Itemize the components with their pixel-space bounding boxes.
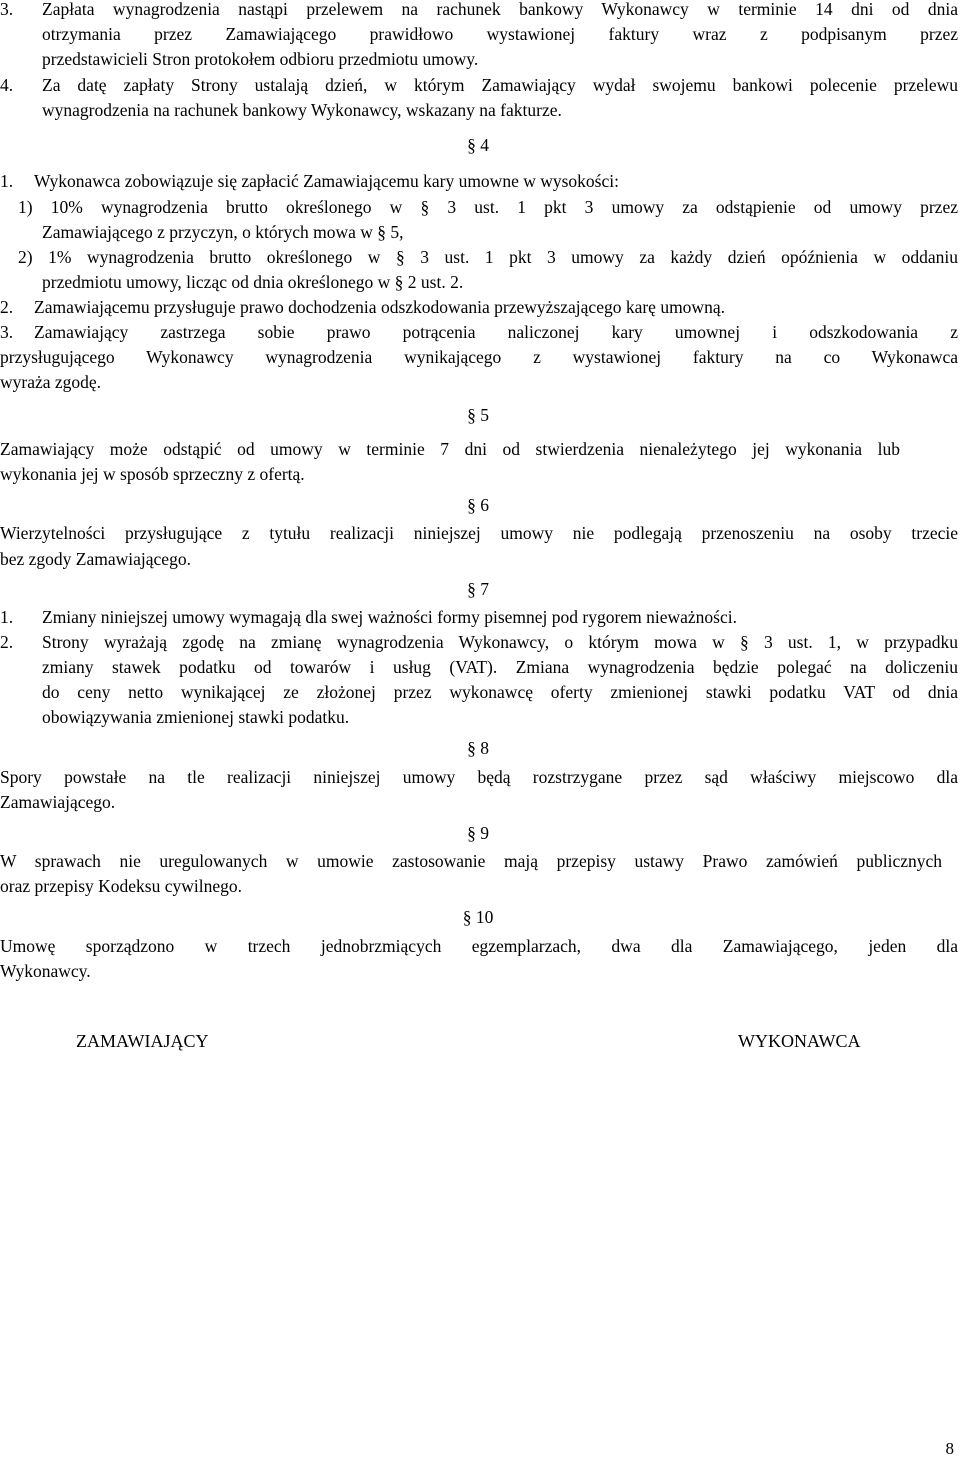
- paragraph-line: Zamawiający zastrzega sobie prawo potrącenia naliczonej kary umownej i odszkodowania z: [34, 322, 958, 342]
- paragraph-line: bez zgody Zamawiającego.: [0, 549, 191, 569]
- paragraph-line: przedstawicieli Stron protokołem odbioru przedmiotu umowy.: [42, 49, 479, 69]
- paragraph-line: Zamawiającemu przysługuje prawo dochodzenia odszkodowania przewyższającego karę umowną.: [34, 297, 725, 317]
- paragraph-line: Spory powstałe na tle realizacji niniejszej umowy będą rozstrzygane przez sąd właściwy miejscowo dla: [0, 767, 958, 787]
- section-heading: § 6: [467, 495, 489, 515]
- paragraph-line: otrzymania przez Zamawiającego prawidłowo wystawionej faktury wraz z podpisanym przez: [42, 24, 958, 44]
- paragraph-line: Wierzytelności przysługujące z tytułu realizacji niniejszej umowy nie podlegają przenoszeniu na osoby trzecie: [0, 523, 958, 543]
- paragraph-line: przysługującego Wykonawcy wynagrodzenia wynikającego z wystawionej faktury na co Wykonawca: [0, 347, 958, 367]
- item-number: 3.: [0, 322, 14, 342]
- section-heading: § 9: [467, 823, 489, 843]
- paragraph-line: wyraża zgodę.: [0, 372, 102, 392]
- paragraph-line: Za datę zapłaty Strony ustalają dzień, w którym Zamawiający wydał swojemu bankowi polecenie przelewu: [42, 75, 958, 95]
- paragraph-line: Wykonawca zobowiązuje się zapłacić Zamawiającemu kary umowne w wysokości:: [34, 171, 619, 191]
- page-number: 8: [945, 1439, 954, 1458]
- section-heading: § 10: [462, 907, 494, 927]
- item-number: 2.: [0, 632, 14, 652]
- paragraph-line: oraz przepisy Kodeksu cywilnego.: [0, 876, 243, 896]
- paragraph-line: do ceny netto wynikającej ze złożonej przez wykonawcę oferty zmienionej stawki podatku VAT od dnia: [42, 682, 958, 702]
- paragraph-line: Zmiany niniejszej umowy wymagają dla swej ważności formy pisemnej pod rygorem nieważności.: [42, 607, 737, 627]
- paragraph-line: wynagrodzenia na rachunek bankowy Wykonawcy, wskazany na fakturze.: [42, 100, 562, 120]
- penalty-item-line: Zamawiającego z przyczyn, o których mowa w § 5,: [42, 222, 404, 242]
- item-number: 2.: [0, 297, 14, 317]
- signature-label-client: ZAMAWIAJĄCY: [76, 1031, 209, 1051]
- paragraph-line: Zamawiający może odstąpić od umowy w terminie 7 dni od stwierdzenia nienależytego jej wykonania lub: [0, 439, 900, 459]
- paragraph-line: wykonania jej w sposób sprzeczny z ofertą.: [0, 464, 305, 484]
- item-number: 4.: [0, 75, 14, 95]
- paragraph-line: Strony wyrażają zgodę na zmianę wynagrodzenia Wykonawcy, o którym mowa w § 3 ust. 1, w przypadku: [42, 632, 958, 652]
- signature-label-contractor: WYKONAWCA: [738, 1031, 861, 1051]
- paragraph-line: Zapłata wynagrodzenia nastąpi przelewem na rachunek bankowy Wykonawcy w terminie 14 dni od dnia: [42, 0, 958, 19]
- penalty-item-line: przedmiotu umowy, licząc od dnia określonego w § 2 ust. 2.: [42, 272, 464, 292]
- section-heading: § 7: [467, 579, 489, 599]
- paragraph-line: Zamawiającego.: [0, 792, 116, 812]
- item-number: 1.: [0, 171, 14, 191]
- section-heading: § 4: [467, 135, 489, 155]
- penalty-item-line: 1) 10% wynagrodzenia brutto określonego w § 3 ust. 1 pkt 3 umowy za odstąpienie od umowy przez: [18, 197, 958, 217]
- section-heading: § 8: [467, 738, 489, 758]
- penalty-item-line: 2) 1% wynagrodzenia brutto określonego w § 3 ust. 1 pkt 3 umowy za każdy dzień opóźnienia w oddaniu: [18, 247, 958, 267]
- paragraph-line: Umowę sporządzono w trzech jednobrzmiących egzemplarzach, dwa dla Zamawiającego, jeden dla: [0, 936, 958, 956]
- paragraph-line: W sprawach nie uregulowanych w umowie zastosowanie mają przepisy ustawy Prawo zamówień publicznych: [0, 851, 942, 871]
- item-number: 1.: [0, 607, 14, 627]
- item-number: 3.: [0, 0, 14, 19]
- section-heading: § 5: [467, 405, 489, 425]
- paragraph-line: Wykonawcy.: [0, 961, 91, 981]
- paragraph-line: zmiany stawek podatku od towarów i usług (VAT). Zmiana wynagrodzenia będzie polegać na doliczeniu: [42, 657, 958, 677]
- paragraph-line: obowiązywania zmienionej stawki podatku.: [42, 707, 350, 727]
